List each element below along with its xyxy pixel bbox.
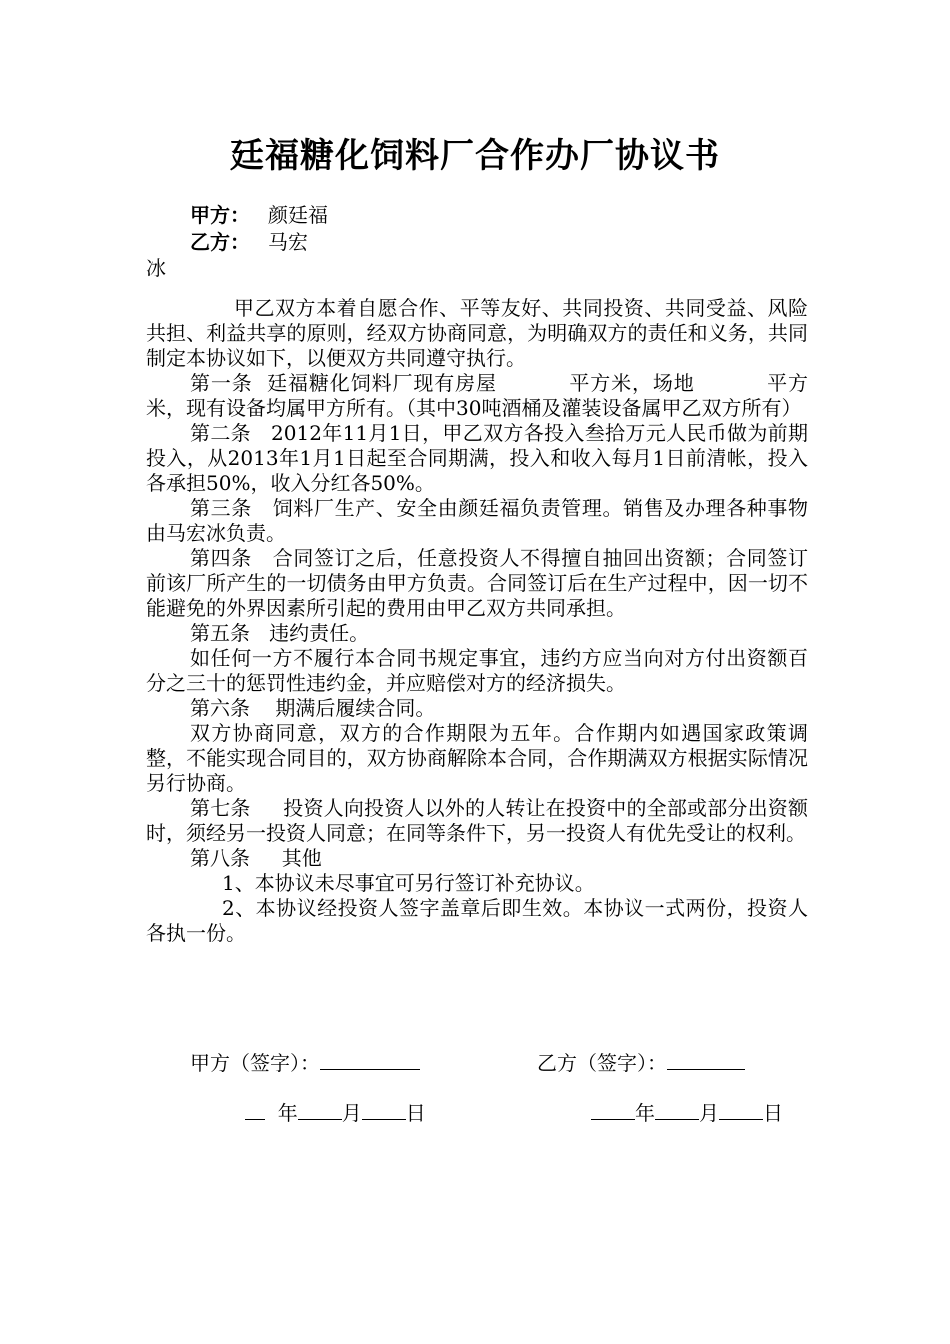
- article-4: 第四条 合同签订之后，任意投资人不得擅自抽回出资额；合同签订前该厂所产生的一切债务由甲方负责。合同签订后在生产过程中，因一切不能避免的外界因素所引起的费用由甲乙双方共同承担。: [146, 546, 808, 620]
- party-a-name: 颜廷福: [268, 203, 328, 227]
- month-label: 月: [699, 1101, 719, 1125]
- article-7: 第七条 投资人向投资人以外的人转让在投资中的全部或部分出资额时，须经另一投资人同意；在同等条件下，另一投资人有优先受让的权利。: [146, 796, 808, 845]
- party-a-year-line[interactable]: [245, 1101, 265, 1120]
- article-6-heading: 第六条 期满后履续合同。: [190, 696, 436, 720]
- party-b-date: [591, 1097, 783, 1126]
- party-b-year-line[interactable]: [591, 1101, 635, 1120]
- party-b-name: 马宏: [268, 230, 308, 254]
- party-a-label: 甲方：: [190, 203, 250, 227]
- article-5-text: 如任何一方不履行本合同书规定事宜，违约方应当向对方付出资额百分之三十的惩罚性违约金，并应赔偿对方的经济损失。: [146, 646, 808, 695]
- party-b-label: 乙方：: [190, 230, 250, 254]
- article-8-item-2: 2、本协议经投资人签字盖章后即生效。本协议一式两份，投资人各执一份。: [146, 896, 808, 945]
- year-label: 年: [635, 1101, 655, 1125]
- party-b-line: [190, 226, 308, 255]
- page-title: 廷福糖化饲料厂合作办厂协议书: [230, 136, 720, 176]
- year-label: 年: [277, 1101, 298, 1125]
- party-b-sign-label: 乙方（签字）：: [537, 1051, 667, 1075]
- article-6-text: 双方协商同意，双方的合作期限为五年。合作期内如遇国家政策调整，不能实现合同目的，双方协商解除本合同，合作期满双方根据实际情况另行协商。: [146, 721, 808, 795]
- party-a-month-line[interactable]: [298, 1101, 342, 1120]
- party-a-sign-label: 甲方（签字）：: [190, 1051, 320, 1075]
- article-1: 第一条 廷福糖化饲料厂现有房屋 平方米，场地 平方米，现有设备均属甲方所有。（其中30吨酒桶及灌装设备属甲乙双方所有）: [146, 371, 808, 420]
- article-8-item-1: 1、本协议未尽事宜可另行签订补充协议。: [222, 871, 595, 895]
- party-a-day-line[interactable]: [362, 1101, 406, 1120]
- party-a-date: [245, 1097, 426, 1126]
- agreement-body: [146, 296, 808, 946]
- day-label: 日: [763, 1101, 783, 1125]
- day-label: 日: [405, 1101, 426, 1125]
- party-a-sign-line[interactable]: [320, 1051, 420, 1070]
- party-a-signature: [190, 1047, 420, 1076]
- month-label: 月: [341, 1101, 362, 1125]
- party-b-signature: [537, 1047, 745, 1076]
- party-b-sign-line[interactable]: [667, 1051, 745, 1070]
- intro-paragraph: 甲乙双方本着自愿合作、平等友好、共同投资、共同受益、风险共担、利益共享的原则，经双方协商同意，为明确双方的责任和义务，共同制定本协议如下，以便双方共同遵守执行。: [146, 296, 808, 370]
- party-b-name-wrap: 冰: [146, 256, 166, 280]
- party-b-month-line[interactable]: [655, 1101, 699, 1120]
- party-a-line: [190, 199, 328, 228]
- article-5-heading: 第五条 违约责任。: [190, 621, 370, 645]
- party-b-day-line[interactable]: [719, 1101, 763, 1120]
- article-8-heading: 第八条 其他: [190, 846, 322, 870]
- article-3: 第三条 饲料厂生产、安全由颜廷福负责管理。销售及办理各种事物由马宏冰负责。: [146, 496, 808, 545]
- article-2: 第二条 2012年11月1日，甲乙双方各投入叁拾万元人民币做为前期投入，从2013年1月1日起至合同期满，投入和收入每月1日前清帐，投入各承担50%，收入分红各50%。: [146, 421, 808, 495]
